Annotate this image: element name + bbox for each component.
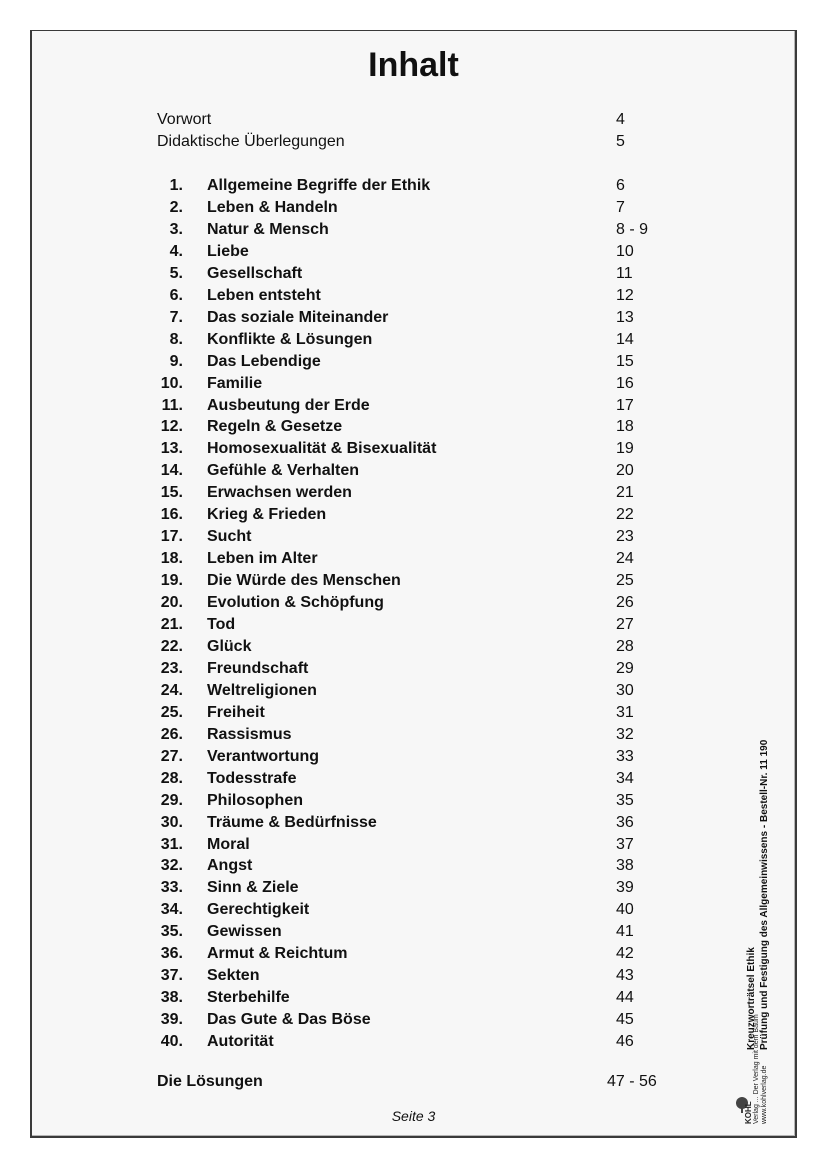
side-imprint-title: Kreuzworträtsel Ethik: [746, 947, 757, 1050]
toc-chapter-item: [0, 395, 827, 417]
toc-number: 26.: [160, 725, 183, 743]
toc-chapter-item: [0, 812, 827, 834]
toc-page: 43: [616, 967, 634, 985]
toc-label: Leben & Handeln: [207, 198, 338, 216]
toc-page: 8 - 9: [616, 220, 649, 238]
toc-chapter-item: [0, 1009, 827, 1031]
toc-chapter-item: [0, 855, 827, 877]
toc-label: Philosophen: [207, 791, 303, 809]
toc-label: Todesstrafe: [207, 769, 297, 787]
toc-number: 31.: [160, 835, 183, 853]
toc-number: 36.: [160, 945, 183, 963]
toc-chapter-item: [0, 504, 827, 526]
publisher-tagline: Verlag ... Der Verlag mit dem Baum: [753, 1014, 760, 1124]
toc-page: 12: [616, 286, 634, 304]
toc-label: Erwachsen werden: [207, 484, 352, 502]
toc-page: 45: [616, 1011, 634, 1029]
toc-chapter-item: [0, 592, 827, 614]
toc-label: Gefühle & Verhalten: [207, 462, 360, 480]
toc-chapter-item: [0, 373, 827, 395]
toc-chapter-item: [0, 724, 827, 746]
toc-page: 22: [616, 506, 634, 524]
toc-page: 20: [616, 462, 634, 480]
toc-label: Sinn & Ziele: [207, 879, 299, 897]
toc-page: 21: [616, 484, 634, 502]
toc-label: Sekten: [207, 967, 260, 985]
toc-page: 30: [616, 681, 634, 699]
toc-label: Weltreligionen: [207, 681, 317, 699]
toc-page: 29: [616, 659, 634, 677]
toc-number: 6.: [169, 286, 183, 304]
toc-number: 7.: [169, 308, 183, 326]
toc-label: Konflikte & Lösungen: [207, 330, 373, 348]
toc-number: 32.: [160, 857, 183, 875]
toc-number: 27.: [160, 747, 183, 765]
toc-chapter-item: [0, 768, 827, 790]
toc-page: 31: [616, 703, 634, 721]
toc-solutions-item: [0, 1071, 827, 1093]
toc-label: Gesellschaft: [207, 264, 303, 282]
toc-page: 15: [616, 352, 634, 370]
toc-page: 6: [616, 177, 625, 194]
toc-page: 26: [616, 594, 634, 612]
page-border-top: [30, 30, 795, 31]
toc-number: 5.: [169, 264, 183, 282]
side-imprint: [745, 740, 771, 1050]
toc-label: Armut & Reichtum: [207, 945, 348, 963]
toc-chapter-item: [0, 680, 827, 702]
toc-label: Moral: [207, 835, 250, 853]
toc-number: 34.: [160, 901, 183, 919]
toc-label: Vorwort: [157, 111, 212, 128]
toc-label: Natur & Mensch: [207, 220, 329, 238]
toc-chapter-item: [0, 460, 827, 482]
toc-chapter-item: [0, 702, 827, 724]
side-imprint-subtitle: Prüfung und Festigung des Allgemeinwissens - Bestell-Nr. 11 190: [759, 739, 770, 1050]
toc-chapter-item: [0, 790, 827, 812]
toc-chapter-item: [0, 526, 827, 548]
page-title: Inhalt: [368, 46, 459, 84]
toc-chapter-item: [0, 746, 827, 768]
toc-chapter-item: [0, 285, 827, 307]
toc-front-item: [0, 109, 827, 131]
toc-chapter-item: [0, 482, 827, 504]
publisher-url: www.kohlverlag.de: [761, 1065, 768, 1124]
toc-label: Sterbehilfe: [207, 989, 290, 1007]
toc-number: 23.: [160, 659, 183, 677]
toc-chapter-item: [0, 263, 827, 285]
toc-number: 14.: [160, 462, 183, 480]
toc-label: Angst: [207, 857, 253, 875]
toc-chapter-item: [0, 965, 827, 987]
toc-page: 36: [616, 813, 634, 831]
toc-label: Regeln & Gesetze: [207, 418, 343, 436]
toc-chapter-item: [0, 329, 827, 351]
toc-label: Das soziale Miteinander: [207, 308, 389, 326]
toc-page: 42: [616, 945, 634, 963]
toc-number: 30.: [160, 813, 183, 831]
toc-number: 8.: [169, 330, 183, 348]
toc-number: 21.: [160, 616, 183, 633]
toc-label: Das Gute & Das Böse: [207, 1011, 371, 1029]
toc-page: 17: [616, 396, 634, 414]
toc-label: Die Würde des Menschen: [207, 572, 401, 590]
toc-front-item: [0, 131, 827, 153]
toc-chapter-item: [0, 987, 827, 1009]
toc-page: 44: [616, 989, 634, 1007]
toc-page: 23: [616, 528, 634, 546]
toc-page: 7: [616, 198, 625, 216]
toc-page: 33: [616, 747, 634, 765]
toc-chapter-item: [0, 438, 827, 460]
toc-number: 10.: [160, 374, 183, 392]
toc-chapter-item: [0, 943, 827, 965]
toc-number: 24.: [160, 681, 183, 699]
toc-label: Leben im Alter: [207, 550, 318, 568]
toc-chapter-item: [0, 921, 827, 943]
toc-number: 28.: [160, 769, 183, 787]
toc-page: 40: [616, 901, 634, 919]
toc-page: 18: [616, 418, 634, 436]
toc-number: 9.: [169, 352, 183, 370]
toc-label: Leben entsteht: [207, 286, 321, 304]
toc-number: 18.: [160, 550, 183, 568]
toc-label: Liebe: [207, 242, 249, 260]
toc-page: 4: [616, 111, 625, 128]
toc-number: 13.: [160, 440, 183, 458]
toc-number: 25.: [160, 703, 183, 721]
toc-label: Das Lebendige: [207, 352, 321, 370]
toc-number: 17.: [160, 528, 183, 546]
toc-page: 46: [616, 1033, 634, 1051]
toc-number: 35.: [160, 923, 183, 941]
toc-chapter-item: [0, 899, 827, 921]
toc-number: 33.: [160, 879, 183, 897]
toc-chapter-item: [0, 416, 827, 438]
toc-number: 38.: [160, 989, 183, 1007]
toc-label: Krieg & Frieden: [207, 506, 327, 524]
toc-label: Homosexualität & Bisexualität: [207, 440, 437, 458]
toc-label: Verantwortung: [207, 747, 320, 765]
toc-chapter-item: [0, 197, 827, 219]
toc-page: 34: [616, 769, 634, 787]
toc-chapter-item: [0, 877, 827, 899]
toc-number: 37.: [160, 967, 183, 985]
toc-page: 14: [616, 330, 634, 348]
toc-page: 16: [616, 374, 634, 392]
toc-page: 28: [616, 637, 634, 655]
toc-chapter-item: [0, 570, 827, 592]
toc-label: Tod: [207, 616, 236, 633]
toc-number: 4.: [169, 242, 183, 260]
toc-page: 24: [616, 550, 634, 568]
publisher-logo-text: [745, 1014, 769, 1124]
toc-page: 37: [616, 835, 634, 853]
toc-number: 12.: [160, 418, 183, 436]
toc-number: 2.: [169, 198, 183, 216]
toc-number: 11.: [161, 396, 183, 414]
toc-chapter-item: [0, 636, 827, 658]
toc-page: 13: [616, 308, 634, 326]
toc-label: Autorität: [207, 1033, 274, 1051]
toc-chapter-item: [0, 1031, 827, 1053]
toc-chapter-item: [0, 307, 827, 329]
toc-page: 35: [616, 791, 634, 809]
toc-chapter-item: [0, 658, 827, 680]
toc-label: Die Lösungen: [157, 1073, 263, 1090]
toc-label: Rassismus: [207, 725, 292, 743]
toc-chapter-item: [0, 834, 827, 856]
toc-number: 40.: [160, 1033, 183, 1051]
toc-page: 47 - 56: [607, 1073, 657, 1090]
toc-number: 15.: [160, 484, 183, 502]
toc-page: 5: [616, 133, 625, 150]
toc-label: Freundschaft: [207, 659, 309, 677]
toc-chapter-item: [0, 614, 827, 636]
toc-page: 27: [616, 616, 634, 633]
toc-number: 3.: [169, 220, 183, 238]
toc-chapter-item: [0, 548, 827, 570]
toc-label: Ausbeutung der Erde: [207, 396, 370, 414]
toc-page: 25: [616, 572, 634, 590]
toc-chapter-item: [0, 175, 827, 197]
toc-number: 29.: [160, 791, 183, 809]
toc-number: 16.: [160, 506, 183, 524]
toc-page: 41: [616, 923, 634, 941]
toc-label: Gerechtigkeit: [207, 901, 310, 919]
toc-number: 20.: [160, 594, 183, 612]
toc-label: Glück: [207, 637, 252, 655]
toc-chapter-item: [0, 219, 827, 241]
toc-number: 19.: [160, 572, 183, 590]
toc-label: Gewissen: [207, 923, 282, 941]
toc-label: Evolution & Schöpfung: [207, 594, 384, 612]
toc-page: 10: [616, 242, 634, 260]
publisher-name: KOHL: [744, 1101, 753, 1124]
toc-label: Familie: [207, 374, 263, 392]
toc-label: Allgemeine Begriffe der Ethik: [207, 177, 431, 194]
toc-label: Sucht: [207, 528, 252, 546]
toc-label: Freiheit: [207, 703, 265, 721]
toc-chapter-item: [0, 351, 827, 373]
page-number-footer: Seite 3: [391, 1108, 436, 1124]
toc-page: 32: [616, 725, 634, 743]
toc-page: 11: [616, 264, 633, 282]
toc-page: 38: [616, 857, 634, 875]
toc-page: 39: [616, 879, 634, 897]
toc-chapter-item: [0, 241, 827, 263]
page-shadow-bottom: [30, 1136, 797, 1138]
toc-label: Didaktische Überlegungen: [157, 133, 345, 150]
toc-number: 1.: [169, 177, 183, 194]
toc-page: 19: [616, 440, 634, 458]
toc-number: 39.: [160, 1011, 183, 1029]
toc-number: 22.: [160, 637, 183, 655]
toc-label: Träume & Bedürfnisse: [207, 813, 377, 831]
